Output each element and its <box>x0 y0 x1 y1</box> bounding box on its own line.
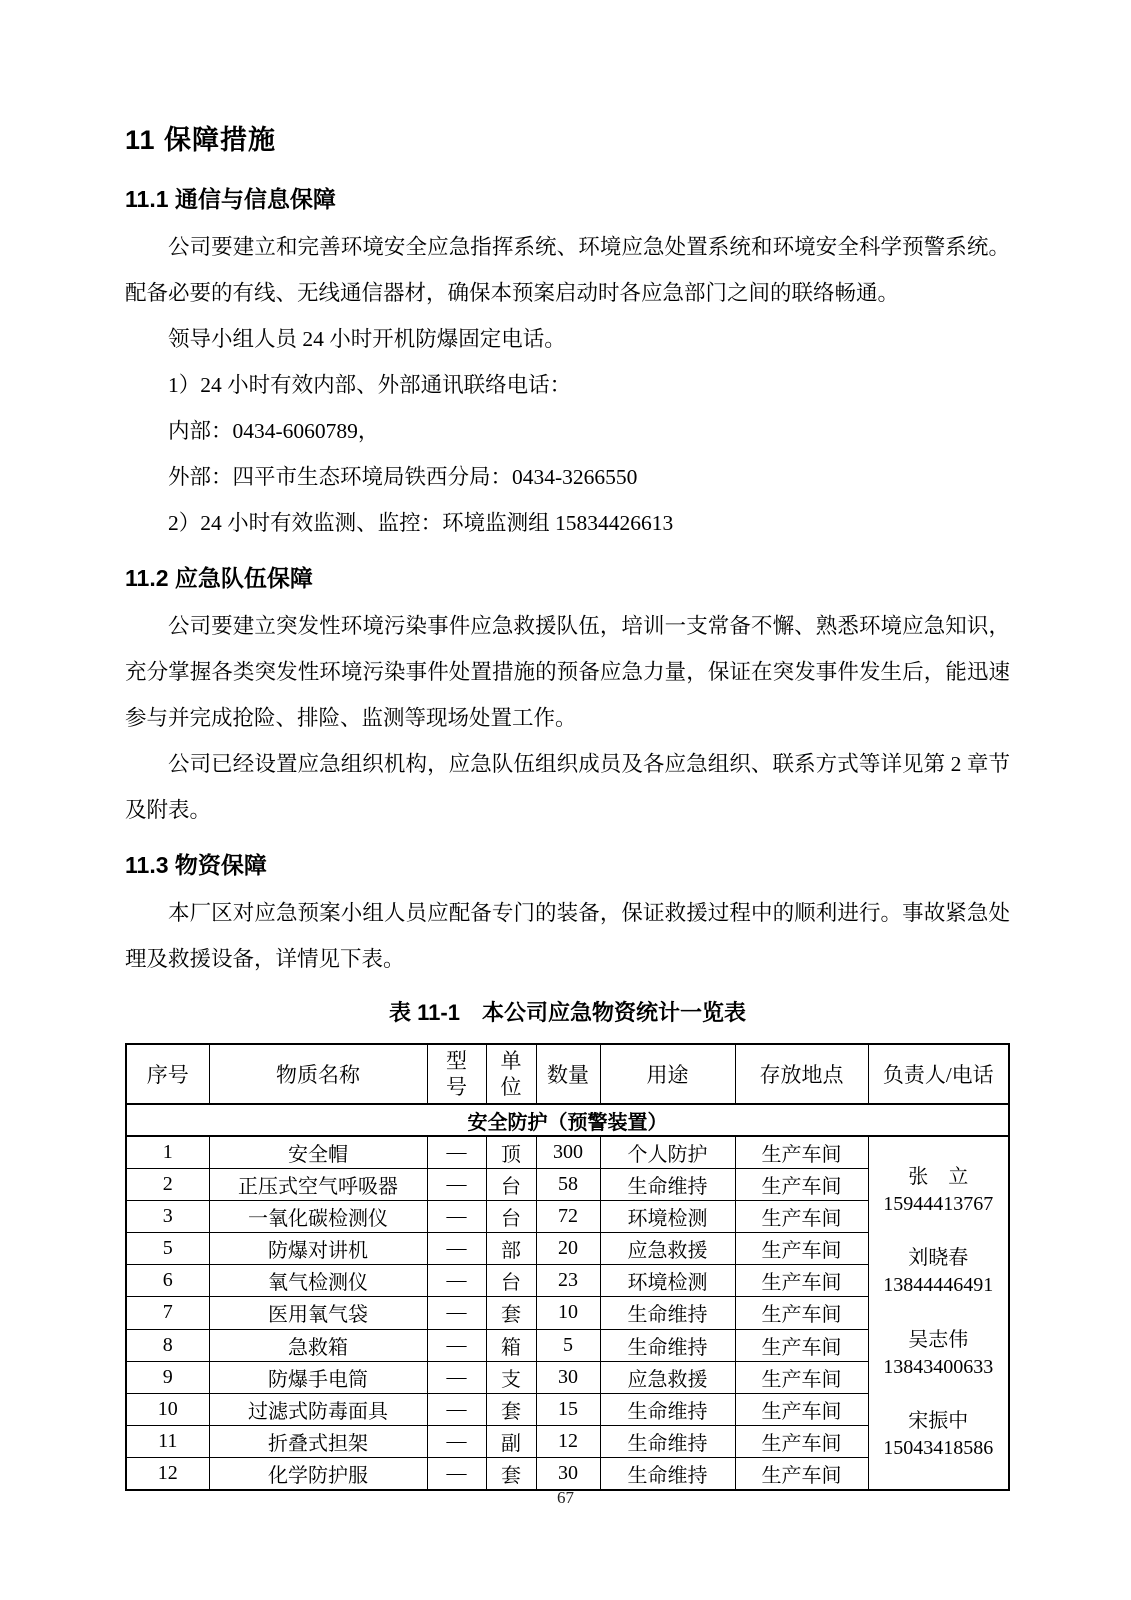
contact-group <box>871 1245 1007 1299</box>
contact-name: 刘晓春 <box>908 1247 969 1270</box>
header-usage: 用途 <box>600 1044 735 1104</box>
table-cell: 安全帽 <box>209 1136 427 1168</box>
table-cell: — <box>427 1297 486 1329</box>
table-cell: 30 <box>536 1458 600 1490</box>
table-cell: 套 <box>486 1297 536 1329</box>
supplies-table <box>125 1043 1010 1491</box>
table-cell: 台 <box>486 1200 536 1232</box>
table-section-label: 安全防护（预警装置） <box>126 1104 1009 1136</box>
table-cell: 生产车间 <box>735 1329 868 1361</box>
table-cell: — <box>427 1265 486 1297</box>
table-cell: 化学防护服 <box>209 1458 427 1490</box>
table-cell: 应急救援 <box>600 1233 735 1265</box>
contact-phone: 15944413767 <box>883 1193 994 1216</box>
table-cell: — <box>427 1393 486 1425</box>
table-title: 表 11-1 本公司应急物资统计一览表 <box>389 1000 746 1025</box>
table-cell: 防爆手电筒 <box>209 1361 427 1393</box>
table-cell: 30 <box>536 1361 600 1393</box>
table-row <box>126 1136 1009 1168</box>
contact-group <box>871 1327 1007 1381</box>
table-cell: 2 <box>126 1168 209 1200</box>
contact-group <box>871 1164 1007 1218</box>
table-cell: 3 <box>126 1200 209 1232</box>
table-cell: — <box>427 1136 486 1168</box>
table-header-row <box>126 1044 1009 1104</box>
table-cell: 部 <box>486 1233 536 1265</box>
table-cell: 套 <box>486 1393 536 1425</box>
table-cell: 生产车间 <box>735 1361 868 1393</box>
table-cell: 氧气检测仪 <box>209 1265 427 1297</box>
table-cell: 生产车间 <box>735 1233 868 1265</box>
paragraph: 公司要建立突发性环境污染事件应急救援队伍，培训一支常备不懈、熟悉环境应急知识，充分掌握各类突发性环境污染事件处置措施的预备应急力量，保证在突发事件发生后，能迅速参与并完成抢险、排险、监测等现场处置工作。 <box>125 614 1010 730</box>
section-heading-11-3: 11.3 物资保障 <box>125 852 267 878</box>
table-cell: 环境检测 <box>600 1265 735 1297</box>
table-cell: 生产车间 <box>735 1136 868 1168</box>
table-cell: 台 <box>486 1265 536 1297</box>
table-cell: 套 <box>486 1458 536 1490</box>
table-cell: 7 <box>126 1297 209 1329</box>
table-cell: 1 <box>126 1136 209 1168</box>
contact-name: 吴志伟 <box>908 1328 969 1351</box>
table-cell: 300 <box>536 1136 600 1168</box>
paragraph: 内部：0434-6060789， <box>168 419 380 443</box>
table-cell: — <box>427 1458 486 1490</box>
table-cell: 5 <box>536 1329 600 1361</box>
table-cell: 8 <box>126 1329 209 1361</box>
paragraph: 1）24 小时有效内部、外部通讯联络电话： <box>168 373 572 397</box>
table-cell: 生命维持 <box>600 1426 735 1458</box>
table-cell: 生产车间 <box>735 1168 868 1200</box>
table-cell: 10 <box>536 1297 600 1329</box>
table-cell: 58 <box>536 1168 600 1200</box>
table-cell: 正压式空气呼吸器 <box>209 1168 427 1200</box>
table-cell: 医用氧气袋 <box>209 1297 427 1329</box>
paragraph: 2）24 小时有效监测、监控：环境监测组 15834426613 <box>168 511 674 535</box>
table-cell: 生产车间 <box>735 1393 868 1425</box>
header-model: 型号 <box>427 1044 486 1104</box>
header-unit: 单位 <box>486 1044 536 1104</box>
paragraph: 外部：四平市生态环境局铁西分局：0434-3266550 <box>168 465 638 489</box>
contact-phone: 15043418586 <box>883 1436 994 1459</box>
table-cell: 生命维持 <box>600 1458 735 1490</box>
table-cell: 20 <box>536 1233 600 1265</box>
table-cell: 折叠式担架 <box>209 1426 427 1458</box>
table-cell: — <box>427 1200 486 1232</box>
contact-list <box>871 1137 1007 1489</box>
table-cell: 5 <box>126 1233 209 1265</box>
table-cell: — <box>427 1233 486 1265</box>
table-cell: 9 <box>126 1361 209 1393</box>
table-cell: 11 <box>126 1426 209 1458</box>
supplies-table-body <box>126 1104 1009 1490</box>
table-cell: 应急救援 <box>600 1361 735 1393</box>
contact-phone: 13843400633 <box>883 1355 994 1378</box>
contact-phone: 13844446491 <box>883 1274 994 1297</box>
table-cell: 23 <box>536 1265 600 1297</box>
paragraph: 公司已经设置应急组织机构，应急队伍组织成员及各应急组织、联系方式等详见第 2 章节及附表。 <box>125 752 1010 822</box>
table-cell: 15 <box>536 1393 600 1425</box>
paragraph: 领导小组人员 24 小时开机防爆固定电话。 <box>168 327 566 351</box>
table-cell: 72 <box>536 1200 600 1232</box>
table-cell: — <box>427 1361 486 1393</box>
table-cell: 一氧化碳检测仪 <box>209 1200 427 1232</box>
table-cell: 环境检测 <box>600 1200 735 1232</box>
table-cell: 生产车间 <box>735 1200 868 1232</box>
table-cell: — <box>427 1426 486 1458</box>
table-cell: 生命维持 <box>600 1393 735 1425</box>
table-cell: 生产车间 <box>735 1297 868 1329</box>
table-cell: 生产车间 <box>735 1426 868 1458</box>
header-quantity: 数量 <box>536 1044 600 1104</box>
section-heading-11-2: 11.2 应急队伍保障 <box>125 565 313 591</box>
table-cell: 生命维持 <box>600 1297 735 1329</box>
table-cell: 急救箱 <box>209 1329 427 1361</box>
contact-name: 张 立 <box>908 1166 969 1189</box>
table-section-row <box>126 1104 1009 1136</box>
header-material-name: 物质名称 <box>209 1044 427 1104</box>
table-cell: — <box>427 1329 486 1361</box>
chapter-heading: 11 保障措施 <box>125 125 277 155</box>
page-number: 67 <box>557 1488 574 1507</box>
table-cell: 台 <box>486 1168 536 1200</box>
table-cell: 副 <box>486 1426 536 1458</box>
table-cell: 个人防护 <box>600 1136 735 1168</box>
contact-cell <box>868 1136 1009 1490</box>
table-cell: 10 <box>126 1393 209 1425</box>
table-cell: 生命维持 <box>600 1168 735 1200</box>
table-cell: 生产车间 <box>735 1458 868 1490</box>
paragraph: 本厂区对应急预案小组人员应配备专门的装备，保证救援过程中的顺利进行。事故紧急处理及救援设备，详情见下表。 <box>125 901 1010 971</box>
header-storage-location: 存放地点 <box>735 1044 868 1104</box>
table-cell: 生产车间 <box>735 1265 868 1297</box>
table-cell: 过滤式防毒面具 <box>209 1393 427 1425</box>
table-cell: 防爆对讲机 <box>209 1233 427 1265</box>
table-cell: — <box>427 1168 486 1200</box>
table-cell: 顶 <box>486 1136 536 1168</box>
header-owner-phone: 负责人/电话 <box>868 1044 1009 1104</box>
contact-name: 宋振中 <box>908 1409 969 1432</box>
table-cell: 6 <box>126 1265 209 1297</box>
header-seq: 序号 <box>126 1044 209 1104</box>
table-cell: 生命维持 <box>600 1329 735 1361</box>
table-cell: 支 <box>486 1361 536 1393</box>
table-cell: 12 <box>536 1426 600 1458</box>
table-cell: 箱 <box>486 1329 536 1361</box>
section-heading-11-1: 11.1 通信与信息保障 <box>125 186 336 212</box>
paragraph: 公司要建立和完善环境安全应急指挥系统、环境应急处置系统和环境安全科学预警系统。配备必要的有线、无线通信器材，确保本预案启动时各应急部门之间的联络畅通。 <box>125 235 1010 305</box>
contact-group <box>871 1408 1007 1462</box>
table-cell: 12 <box>126 1458 209 1490</box>
